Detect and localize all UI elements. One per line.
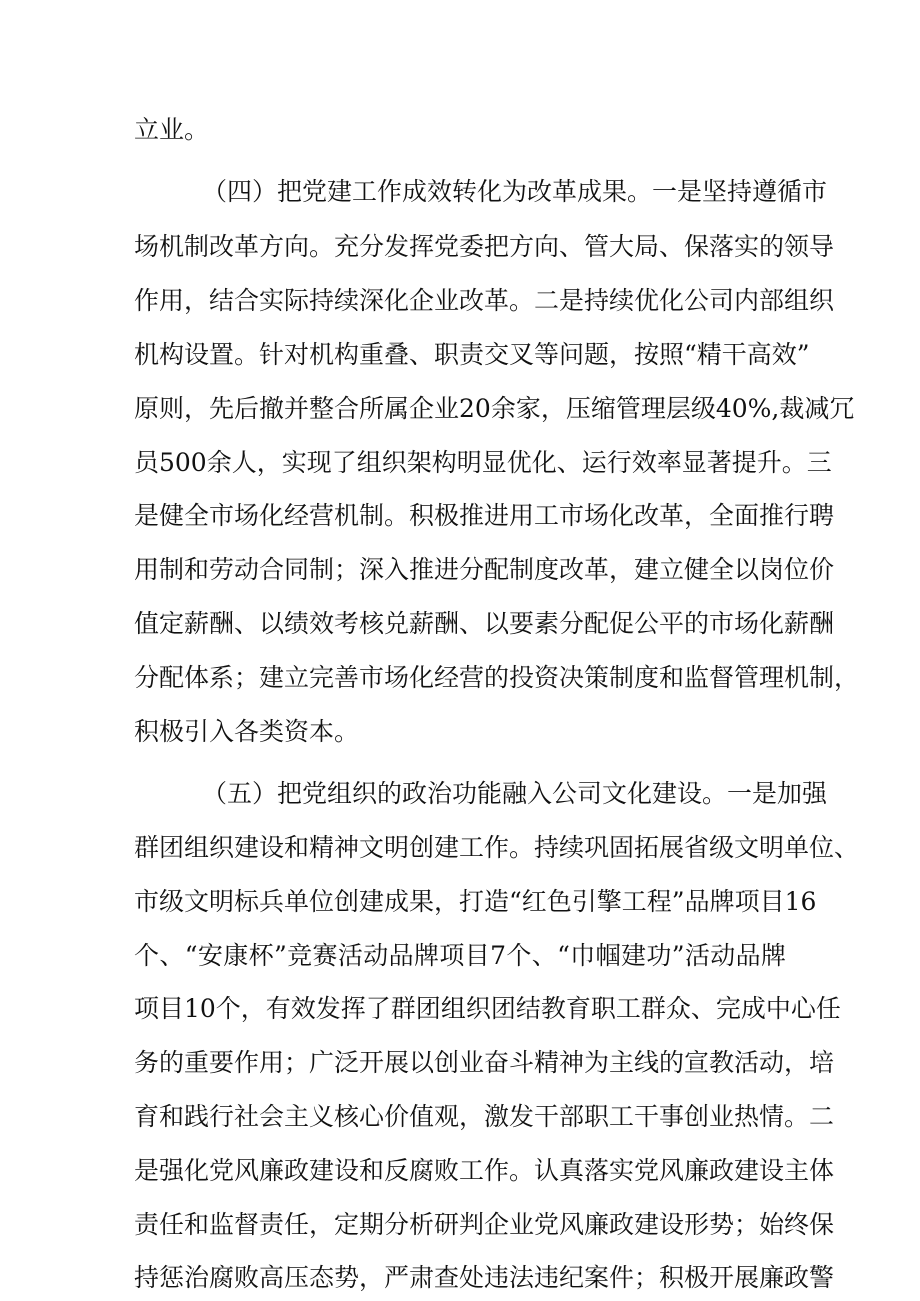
text-line: 责任和监督责任，定期分析研判企业党风廉政建设形势；始终保 xyxy=(134,1210,835,1239)
text-line: 是强化党风廉政建设和反腐败工作。认真落实党风廉政建设主体 xyxy=(134,1156,835,1185)
text-line: 立业。 xyxy=(134,115,210,144)
section-heading-line: （四）把党建工作成效转化为改革成果。一是坚持遵循市 xyxy=(202,177,828,206)
text-line: 作用，结合实际持续深化企业改革。二是持续优化公司内部组织 xyxy=(134,286,835,315)
text-line: 务的重要作用；广泛开展以创业奋斗精神为主线的宣教活动，培 xyxy=(134,1048,835,1077)
text-line: 育和践行社会主义核心价值观，激发干部职工干事创业热情。二 xyxy=(134,1102,835,1131)
text-line: 分配体系；建立完善市场化经营的投资决策制度和监督管理机制， xyxy=(134,663,860,692)
text-line: 员500余人，实现了组织架构明显优化、运行效率显著提升。三 xyxy=(134,448,832,477)
text-line: 是健全市场化经营机制。积极推进用工市场化改革，全面推行聘 xyxy=(134,501,835,530)
text-line: 原则，先后撤并整合所属企业20余家，压缩管理层级40%,裁减冗 xyxy=(134,394,855,423)
text-line: 群团组织建设和精神文明创建工作。持续巩固拓展省级文明单位、 xyxy=(134,833,860,862)
text-line: 个、“安康杯”竞赛活动品牌项目7个、“巾帼建功”活动品牌 xyxy=(134,941,786,970)
text-line: 项目10个，有效发挥了群团组织团结教育职工群众、完成中心任 xyxy=(134,994,841,1023)
text-line: 市级文明标兵单位创建成果，打造“红色引擎工程”品牌项目16 xyxy=(134,887,817,916)
text-line: 用制和劳动合同制；深入推进分配制度改革，建立健全以岗位价 xyxy=(134,555,835,584)
text-line: 持惩治腐败高压态势，严肃查处违法违纪案件；积极开展廉政警 xyxy=(134,1263,835,1292)
text-line: 积极引入各类资本。 xyxy=(134,717,360,746)
text-line: 值定薪酬、以绩效考核兑薪酬、以要素分配促公平的市场化薪酬 xyxy=(134,609,835,638)
text-line: 场机制改革方向。充分发挥党委把方向、管大局、保落实的领导 xyxy=(134,232,835,261)
section-heading-line: （五）把党组织的政治功能融入公司文化建设。一是加强 xyxy=(202,779,828,808)
text-line: 机构设置。针对机构重叠、职责交叉等问题，按照“精干高效” xyxy=(134,340,810,369)
